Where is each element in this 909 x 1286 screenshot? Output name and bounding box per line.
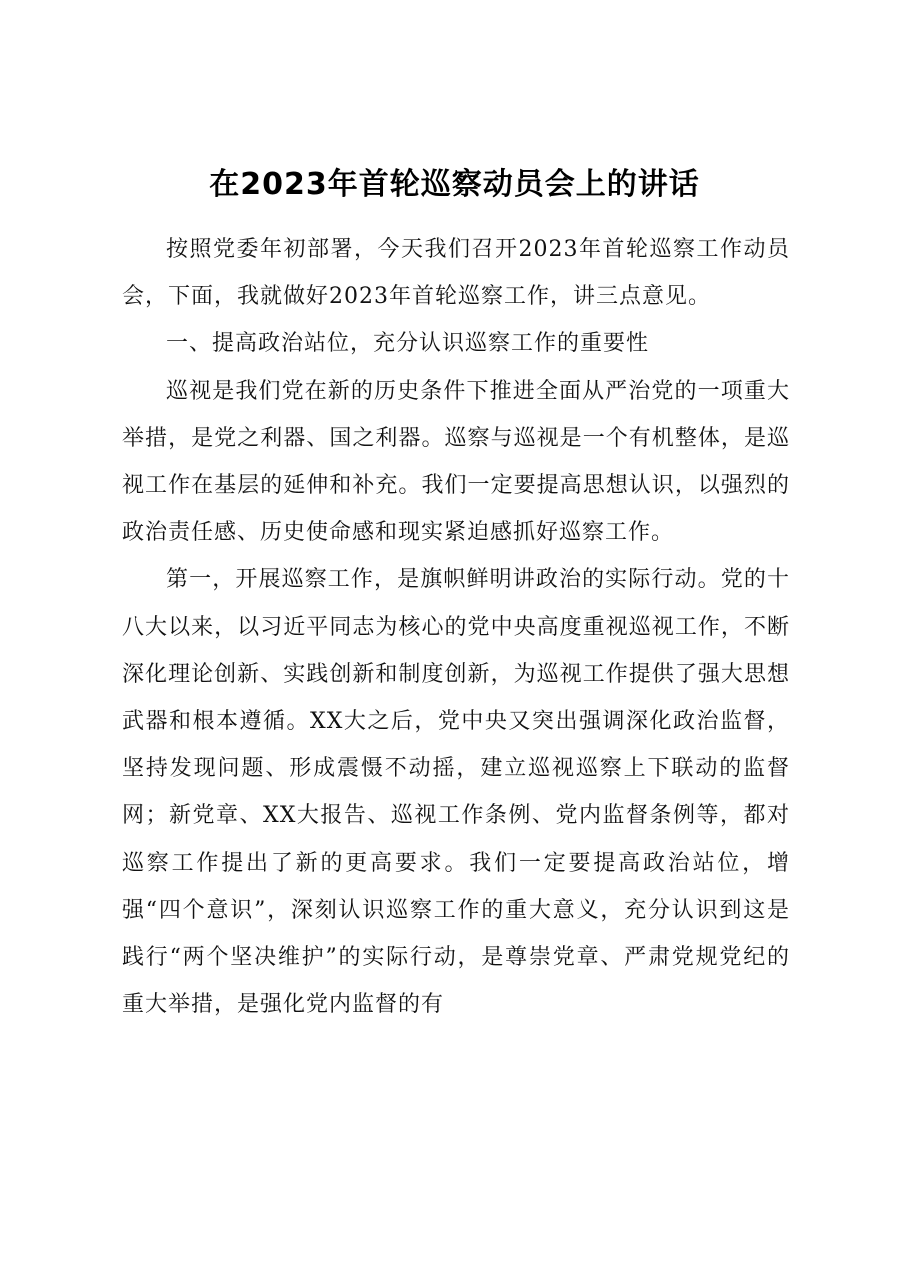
document-title: 在2023年首轮巡察动员会上的讲话 bbox=[209, 167, 700, 202]
paragraph-intro: 按照党委年初部署，今天我们召开2023年首轮巡察工作动员会，下面，我就做好2023年首轮巡察工作，讲三点意见。 bbox=[122, 237, 790, 310]
paragraph-importance: 巡视是我们党在新的历史条件下推进全面从严治党的一项重大举措，是党之利器、国之利器。巡察与巡视是一个有机整体，是巡视工作在基层的延伸和补充。我们一定要提高思想认识，以强烈的政治责任感、历史使命感和现实紧迫感抓好巡察工作。 bbox=[122, 378, 790, 546]
document-body bbox=[122, 226, 790, 1028]
paragraph-first-point: 第一，开展巡察工作，是旗帜鲜明讲政治的实际行动。党的十八大以来，以习近平同志为核心的党中央高度重视巡视工作，不断深化理论创新、实践创新和制度创新，为巡视工作提供了强大思想武器和根本遵循。XX大之后，党中央又突出强调深化政治监督，坚持发现问题、形成震慑不动摇，建立巡视巡察上下联动的监督网；新党章、XX大报告、巡视工作条例、党内监督条例等，都对巡察工作提出了新的更高要求。我们一定要提高政治站位，增强“四个意识”，深刻认识巡察工作的重大意义，充分认识到这是践行“两个坚决维护”的实际行动，是尊崇党章、严肃党规党纪的重大举措，是强化党内监督的有 bbox=[122, 567, 790, 1018]
section-heading-1: 一、提高政治站位，充分认识巡察工作的重要性 bbox=[166, 331, 650, 357]
